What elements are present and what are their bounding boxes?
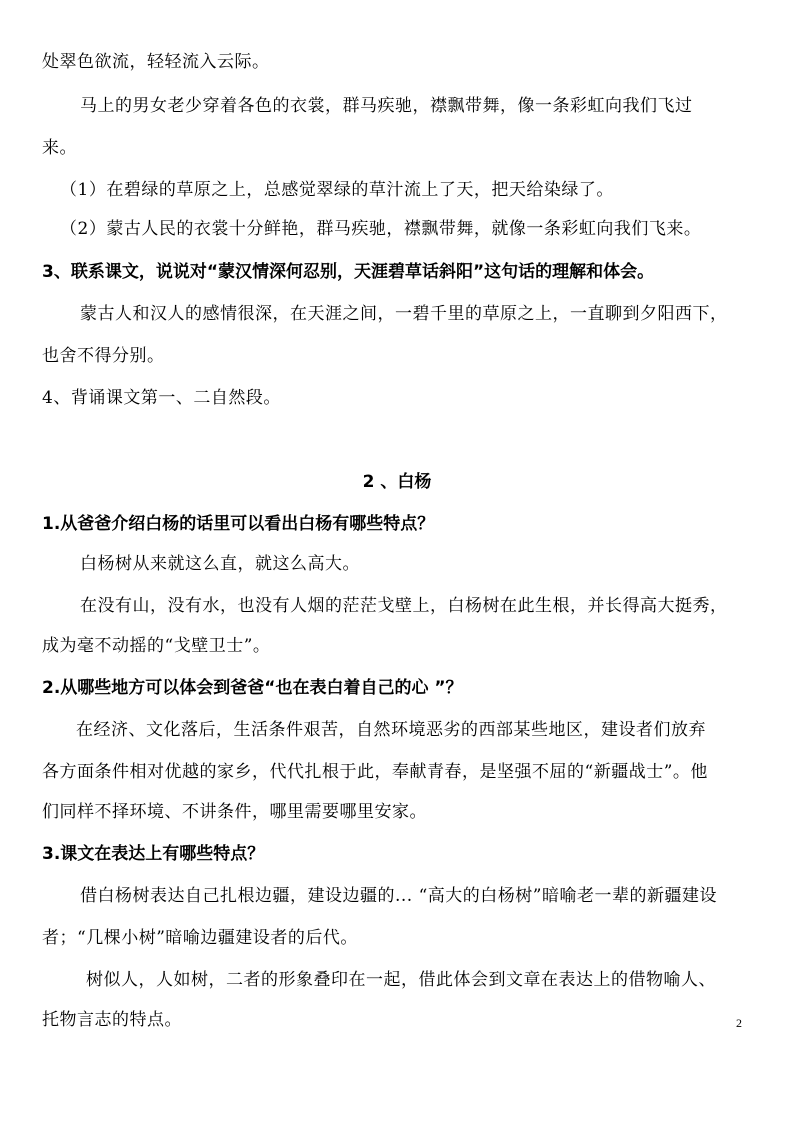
paragraph-line: 也舍不得分别。 [42, 346, 165, 366]
page-number: 2 [736, 1016, 742, 1030]
question-heading: 3、联系课文，说说对“蒙汉情深何忍别，天涯碧草话斜阳”这句话的理解和体会。 [42, 262, 655, 282]
question-line: 4、背诵课文第一、二自然段。 [42, 388, 281, 408]
paragraph-line: 处翠色欲流，轻轻流入云际。 [42, 52, 270, 72]
paragraph-line: 在经济、文化落后，生活条件艰苦，自然环境恶劣的西部某些地区，建设者们放弃 [76, 720, 706, 740]
paragraph-line: 们同样不择环境、不讲条件，哪里需要哪里安家。 [42, 802, 427, 822]
answer-line: （1）在碧绿的草原之上，总感觉翠绿的草汁流上了天，把天给染绿了。 [60, 180, 614, 200]
paragraph-line: 成为毫不动摇的“戈壁卫士”。 [42, 636, 271, 656]
paragraph-line: 马上的男女老少穿着各色的衣裳，群马疾驰，襟飘带舞，像一条彩虹向我们飞过 [80, 96, 693, 116]
paragraph-line: 各方面条件相对优越的家乡，代代扎根于此，奉献青春，是坚强不屈的“新疆战士”。他 [42, 762, 708, 782]
paragraph-line: 者；“几棵小树”暗喻边疆建设者的后代。 [42, 928, 358, 948]
paragraph-line: 白杨树从来就这么直，就这么高大。 [80, 554, 360, 574]
paragraph-line: 借白杨树表达自己扎根边疆，建设边疆的... “高大的白杨树”暗喻老一辈的新疆建设 [80, 886, 717, 906]
paragraph-line: 托物言志的特点。 [42, 1010, 182, 1030]
section-title: 2 、白杨 [362, 472, 432, 492]
question-heading: 3.课文在表达上有哪些特点？ [42, 844, 265, 864]
paragraph-line: 在没有山，没有水，也没有人烟的茫茫戈壁上，白杨树在此生根，并长得高大挺秀， [80, 596, 728, 616]
paragraph-line: 蒙古人和汉人的感情很深，在天涯之间，一碧千里的草原之上，一直聊到夕阳西下， [80, 304, 728, 324]
paragraph-line: 树似人，人如树，二者的形象叠印在一起，借此体会到文章在表达上的借物喻人、 [86, 970, 716, 990]
question-heading: 1.从爸爸介绍白杨的话里可以看出白杨有哪些特点？ [42, 514, 435, 534]
answer-line: （2）蒙古人民的衣裳十分鲜艳，群马疾驰，襟飘带舞，就像一条彩虹向我们飞来。 [60, 219, 702, 239]
paragraph-line: 来。 [42, 138, 77, 158]
question-heading: 2.从哪些地方可以体会到爸爸“也在表白着自己的心 ”？ [42, 678, 463, 698]
